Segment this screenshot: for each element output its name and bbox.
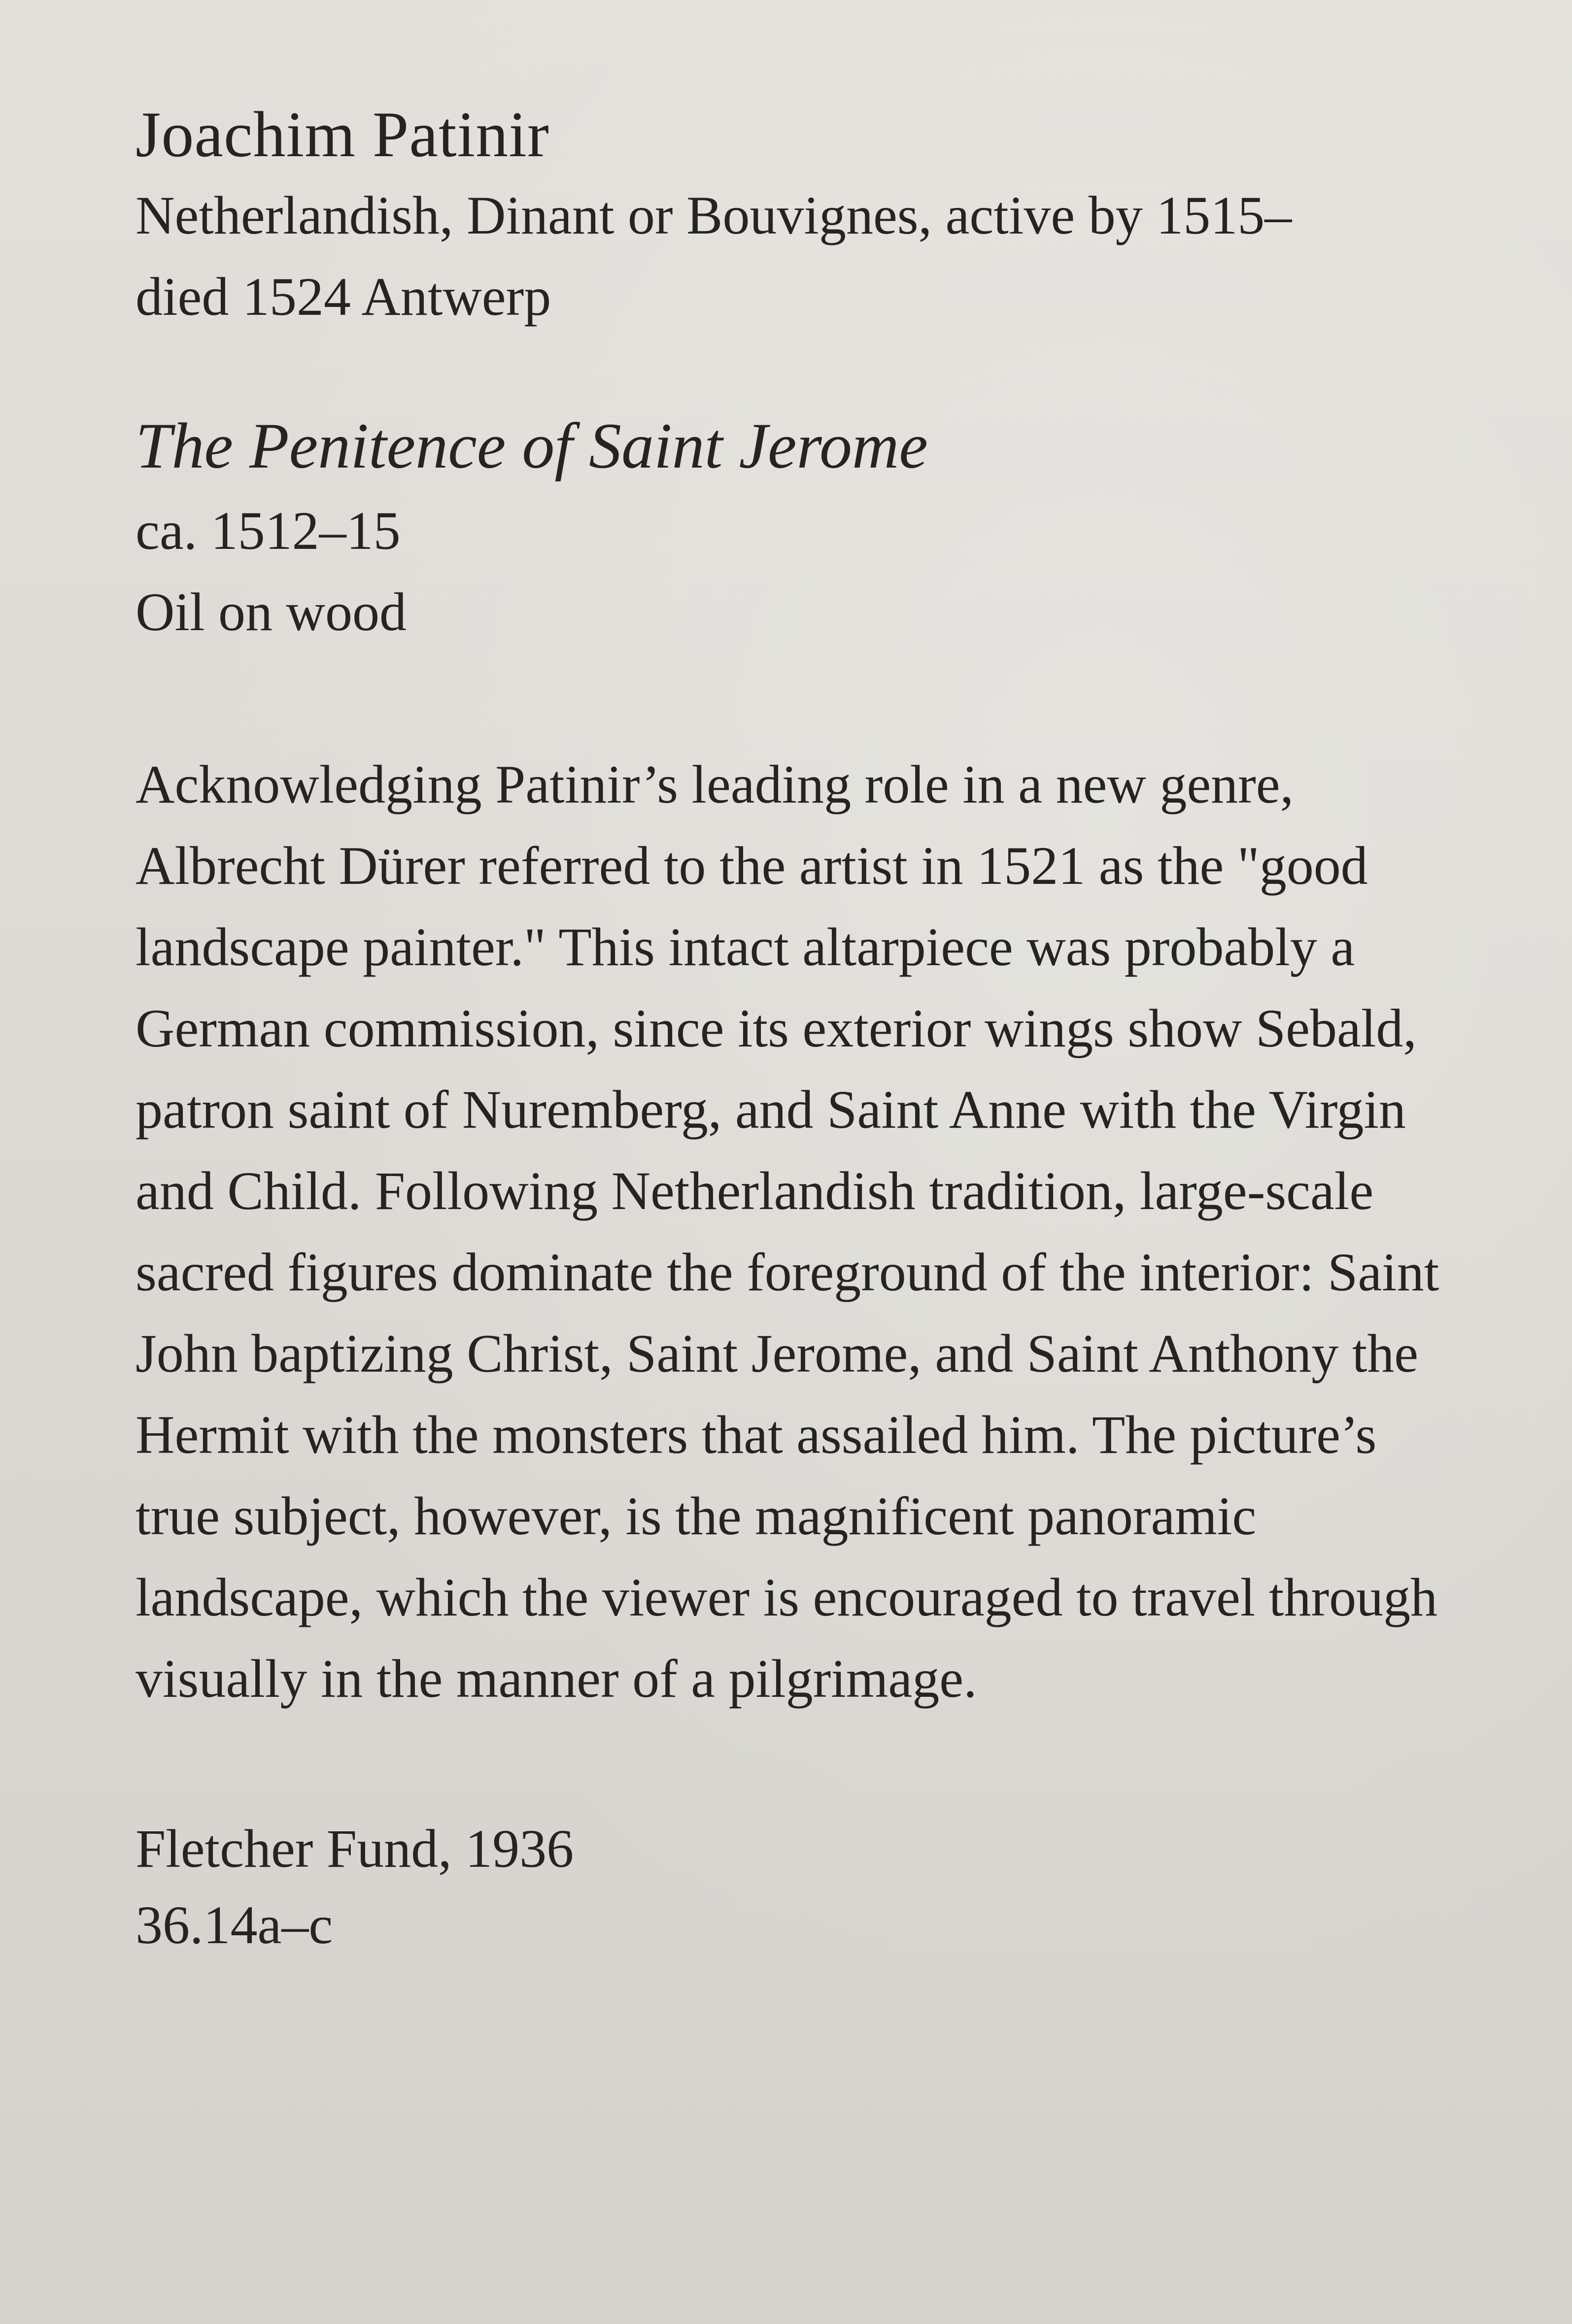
label-text-block <box>136 94 1496 1963</box>
accession-number: 36.14a–c <box>136 1895 333 1955</box>
artwork-title: The Penitence of Saint Jerome <box>136 409 928 482</box>
credit-line: Fletcher Fund, 1936 <box>136 1819 574 1879</box>
artist-bio: Netherlandish, Dinant or Bouvignes, active by 1515–died 1524 Antwerp <box>136 185 1292 327</box>
artist-name: Joachim Patinir <box>136 98 549 170</box>
artwork-medium: Oil on wood <box>136 582 407 642</box>
artwork-date: ca. 1512–15 <box>136 501 401 561</box>
artwork-description: Acknowledging Patinir’s leading role in a new genre, Albrecht Dürer referred to the artist in 1521 as the "good landscape painter." This intact altarpiece was probably a German commission, since its exterior wings show Sebald, patron saint of Nuremberg, and Saint Anne with the Virgin and Child. Following Netherlandish tradition, large-scale sacred figures dominate the foreground of the interior: Saint John baptizing Christ, Saint Jerome, and Saint Anthony the Hermit with the monsters that assailed him. The picture’s true subject, however, is the magnificent panoramic landscape, which the viewer is encouraged to travel through visually in the manner of a pilgrimage. <box>136 754 1439 1709</box>
